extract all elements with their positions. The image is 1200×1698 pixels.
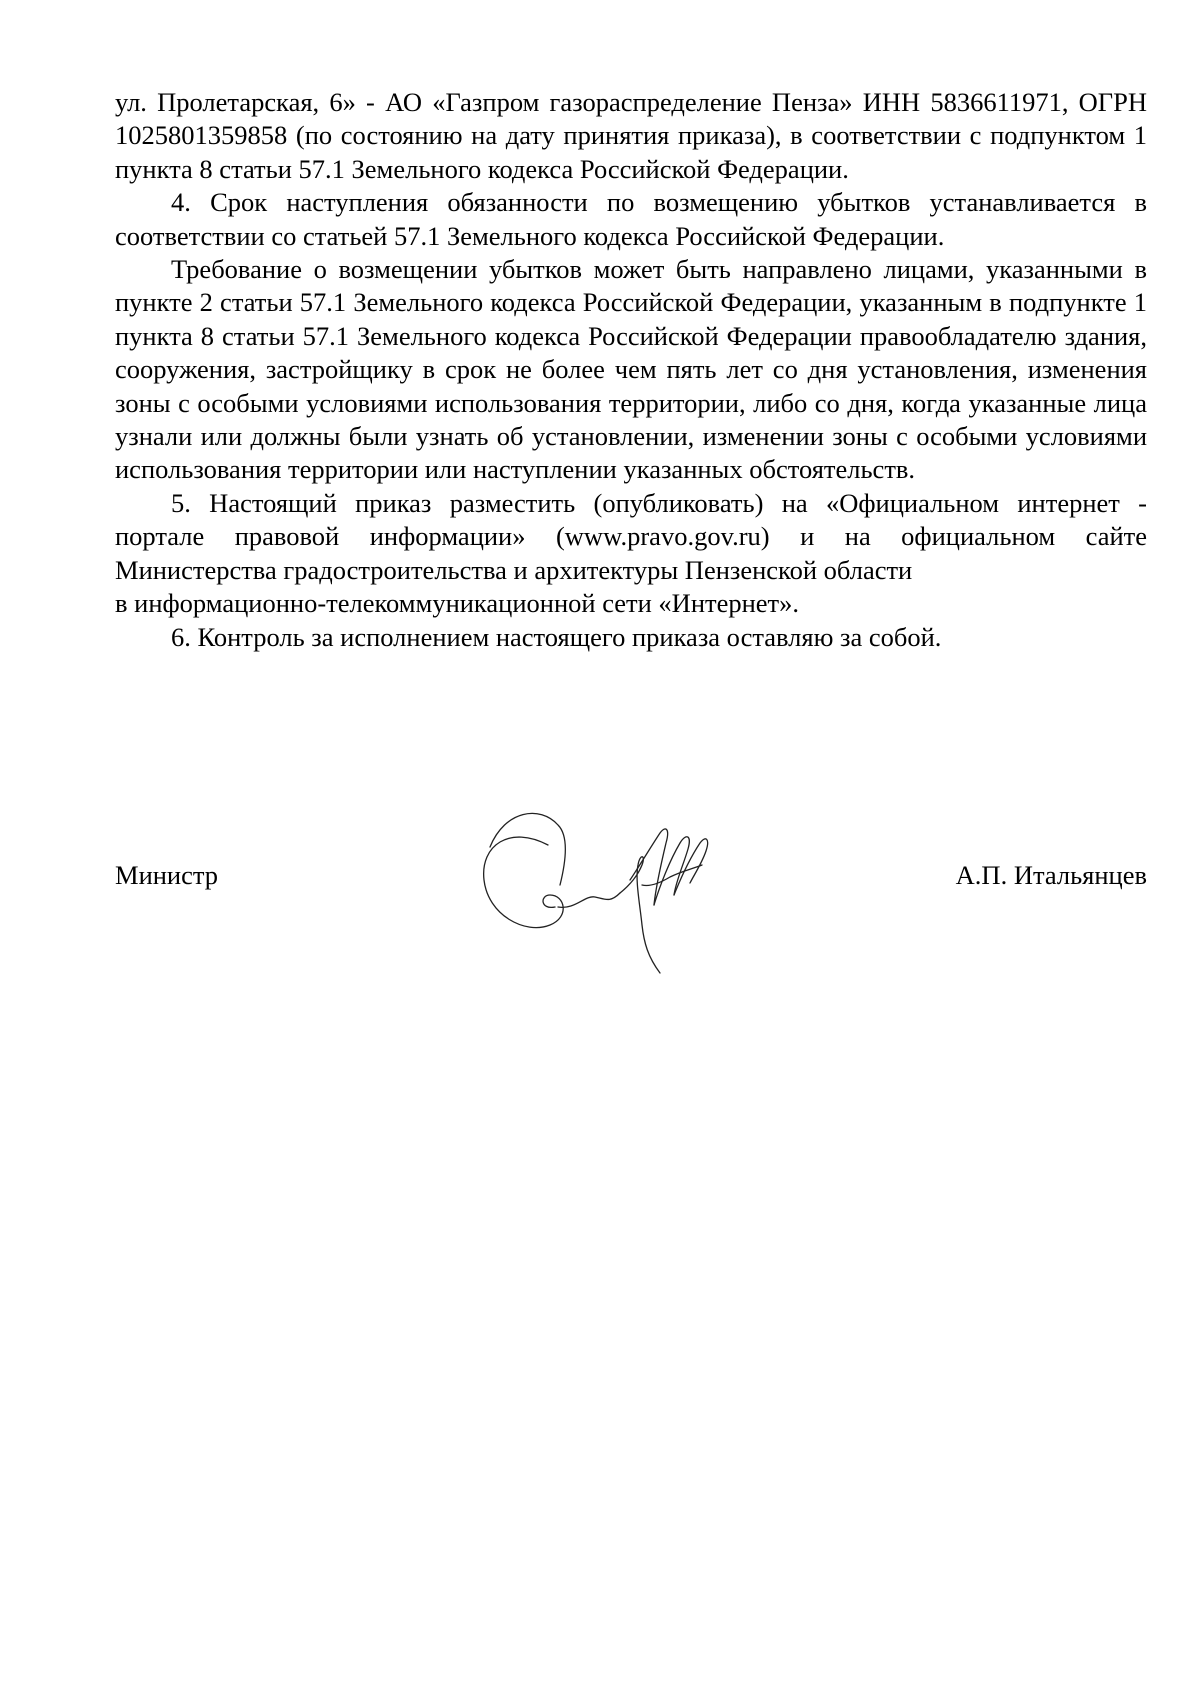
paragraph-item-4: 4. Срок наступления обязанности по возмещению убытков устанавливается в соответствии со статьей 57.1 Земельного кодекса Российской Федерации.: [115, 187, 1147, 251]
signatory-name: А.П. Итальянцев: [955, 860, 1147, 890]
paragraph-item-6: 6. Контроль за исполнением настоящего приказа оставляю за собой.: [171, 621, 942, 652]
handwritten-signature: [470, 785, 730, 975]
paragraph-address: ул. Пролетарская, 6» - АО «Газпром газораспределение Пенза» ИНН 5836611971, ОГРН 1025801359858 (по состоянию на дату принятия приказа), в соответствии с подпунктом 1 пункта 8 статьи 57.1 Земельного кодекса Российской Федерации.: [115, 87, 1147, 184]
signatory-title: Министр: [115, 860, 219, 890]
paragraph-item-5: 5. Настоящий приказ разместить (опубликовать) на «Официальном интернет - портале правовой информации» (www.pravo.gov.ru) и на официальном сайте Министерства градостроительства и архитектуры Пензенской области: [115, 487, 1147, 585]
paragraph-item-5-continuation: в информационно-телекоммуникационной сети «Интернет».: [115, 588, 799, 619]
document-body: [115, 86, 1147, 654]
paragraph-claim-requirement: Требование о возмещении убытков может быть направлено лицами, указанными в пункте 2 статьи 57.1 Земельного кодекса Российской Федерации, указанным в подпункте 1 пункта 8 статьи 57.1 Земельного кодекса Российской Федерации правообладателю здания, сооружения, застройщику в срок не более чем пять лет со дня установления, изменения зоны с особыми условиями использования территории, либо со дня, когда указанные лица узнали или должны были узнать об установлении, изменении зоны с особыми условиями использования территории или наступлении указанных обстоятельств.: [115, 254, 1147, 485]
